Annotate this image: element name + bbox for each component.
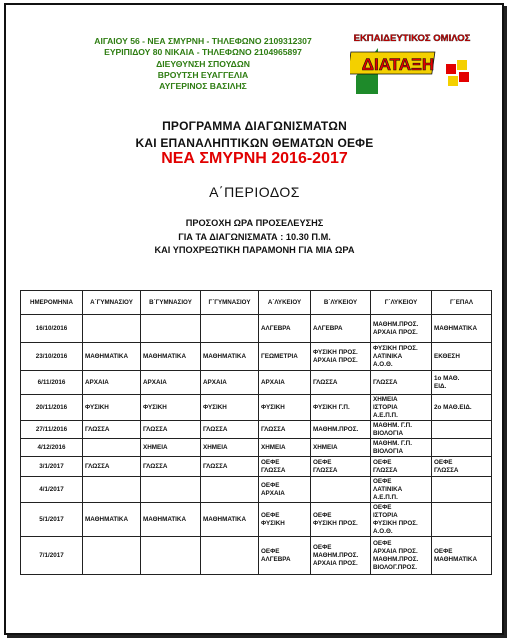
subject-cell: [201, 421, 259, 439]
cell-text-line: ΓΛΩΣΣΑ: [143, 425, 168, 433]
subject-cell: [371, 421, 432, 439]
subject-cell: [259, 343, 311, 371]
cell-text-line: ΟΕΦΕ: [261, 511, 280, 519]
cell-text-line: ΦΥΣΙΚΗ: [143, 403, 167, 411]
date-cell: [21, 503, 83, 537]
subject-cell: [83, 421, 141, 439]
subject-cell: [311, 457, 371, 477]
cell-text-line: ΙΣΤΟΡΙΑ: [373, 511, 398, 519]
subject-cell: [259, 421, 311, 439]
diataxi-logo: [350, 30, 475, 98]
title-line-1: ΠΡΟΓΡΑΜΜΑ ΔΙΑΓΩΝΙΣΜΑΤΩΝ: [162, 119, 347, 133]
cell-text-line: 4/1/2017: [39, 485, 64, 493]
column-header: ΗΜΕΡΟΜΗΝΙΑ: [21, 291, 83, 315]
subject-cell: [371, 343, 432, 371]
subject-cell: [311, 371, 371, 395]
table-row: [21, 439, 492, 457]
subject-cell: [201, 537, 259, 575]
date-cell: [21, 343, 83, 371]
date-cell: [21, 537, 83, 575]
subject-cell: [83, 537, 141, 575]
table-row: [21, 421, 492, 439]
cell-text-line: ΓΛΩΣΣΑ: [434, 466, 459, 474]
date-cell: [21, 439, 83, 457]
subject-cell: [371, 477, 432, 503]
exam-schedule-table: [20, 290, 492, 575]
cell-text-line: 4/12/2016: [37, 443, 66, 451]
subject-cell: [201, 371, 259, 395]
cell-text-line: ΓΛΩΣΣΑ: [373, 466, 398, 474]
subject-cell: [432, 395, 492, 421]
date-cell: [21, 457, 83, 477]
cell-text-line: ΑΡΧΑΙΑ: [85, 378, 109, 386]
cell-text-line: Α.Ε.Π.Π.: [373, 493, 398, 501]
date-cell: [21, 477, 83, 503]
notice-line-2: ΓΙΑ ΤΑ ΔΙΑΓΩΝΙΣΜΑΤΑ : 10.30 Π.Μ.: [178, 231, 331, 242]
cell-text-line: ΧΗΜΕΙΑ: [261, 443, 286, 451]
cell-text-line: 20/11/2016: [35, 403, 68, 411]
subject-cell: [141, 421, 201, 439]
subject-cell: [201, 395, 259, 421]
date-cell: [21, 395, 83, 421]
table-row: [21, 315, 492, 343]
subject-cell: [83, 371, 141, 395]
subject-cell: [201, 503, 259, 537]
cell-text-line: ΜΑΘΗΜΑΤΙΚΑ: [85, 352, 129, 360]
date-cell: [21, 371, 83, 395]
subject-cell: [83, 395, 141, 421]
contact-line: ΑΙΓΑΙΟΥ 56 - ΝΕΑ ΣΜΥΡΝΗ - ΤΗΛΕΦΩΝΟ 2109312307: [94, 36, 312, 46]
subject-cell: [83, 439, 141, 457]
subject-cell: [201, 477, 259, 503]
subject-cell: [83, 503, 141, 537]
cell-text-line: ΑΡΧΑΙΑ: [203, 378, 227, 386]
table-row: [21, 395, 492, 421]
subject-cell: [371, 315, 432, 343]
column-header: Γ΄ΛΥΚΕΙΟΥ: [371, 291, 432, 315]
subject-cell: [259, 395, 311, 421]
cell-text-line: ΑΡΧΑΙΑ: [261, 489, 285, 497]
subject-cell: [141, 439, 201, 457]
subject-cell: [259, 537, 311, 575]
column-header: Α΄ΛΥΚΕΙΟΥ: [259, 291, 311, 315]
cell-text-line: ΙΣΤΟΡΙΑ: [373, 403, 398, 411]
document-title: [0, 118, 509, 152]
subject-cell: [259, 439, 311, 457]
cell-text-line: ΜΑΘΗΜ.ΠΡΟΣ.: [373, 320, 419, 328]
cell-text-line: ΦΥΣΙΚΗ: [261, 519, 285, 527]
table-row: [21, 503, 492, 537]
cell-text-line: 7/1/2017: [39, 551, 64, 559]
cell-text-line: ΓΛΩΣΣΑ: [203, 462, 228, 470]
cell-text-line: ΟΕΦΕ: [434, 547, 453, 555]
cell-text-line: ΜΑΘΗΜΑΤΙΚΑ: [203, 352, 247, 360]
subject-cell: [432, 371, 492, 395]
cell-text-line: ΟΕΦΕ: [373, 503, 392, 511]
cell-text-line: ΑΡΧΑΙΑ ΠΡΟΣ.: [313, 559, 358, 567]
table-header-row: [21, 291, 492, 315]
cell-text-line: ΒΙΟΛΟΓΙΑ: [373, 447, 404, 455]
cell-text-line: ΟΕΦΕ: [434, 458, 453, 466]
subject-cell: [311, 343, 371, 371]
cell-text-line: ΓΛΩΣΣΑ: [313, 466, 338, 474]
cell-text-line: ΧΗΜΕΙΑ: [313, 443, 338, 451]
title-line-2: ΚΑΙ ΕΠΑΝΑΛΗΠΤΙΚΩΝ ΘΕΜΑΤΩΝ ΟΕΦΕ: [135, 136, 374, 150]
cell-text-line: ΧΗΜΕΙΑ: [203, 443, 228, 451]
subject-cell: [311, 421, 371, 439]
date-cell: [21, 315, 83, 343]
cell-text-line: ΕΙΔ.: [434, 382, 447, 390]
subject-cell: [141, 315, 201, 343]
cell-text-line: ΓΛΩΣΣΑ: [85, 462, 110, 470]
table-row: [21, 537, 492, 575]
cell-text-line: ΟΕΦΕ: [261, 547, 280, 555]
cell-text-line: ΜΑΘΗΜΑΤΙΚΑ: [434, 555, 478, 563]
column-header: Β΄ΓΥΜΝΑΣΙΟΥ: [141, 291, 201, 315]
subject-cell: [371, 395, 432, 421]
cell-text-line: Α.Ο.Θ.: [373, 360, 393, 368]
subject-cell: [201, 439, 259, 457]
cell-text-line: ΟΕΦΕ: [373, 458, 392, 466]
cell-text-line: ΟΕΦΕ: [373, 539, 392, 547]
table-row: [21, 343, 492, 371]
subject-cell: [259, 457, 311, 477]
cell-text-line: ΛΑΤΙΝΙΚΑ: [373, 485, 403, 493]
subject-cell: [432, 457, 492, 477]
cell-text-line: 2ο ΜΑΘ.ΕΙΔ.: [434, 403, 472, 411]
cell-text-line: ΜΑΘΗΜΑΤΙΚΑ: [434, 324, 478, 332]
cell-text-line: ΑΡΧΑΙΑ ΠΡΟΣ.: [313, 356, 358, 364]
cell-text-line: ΑΡΧΑΙΑ: [143, 378, 167, 386]
subject-cell: [432, 537, 492, 575]
notice-line-3: ΚΑΙ ΥΠΟΧΡΕΩΤΙΚΗ ΠΑΡΑΜΟΝΗ ΓΙΑ ΜΙΑ ΩΡΑ: [154, 245, 355, 256]
subject-cell: [141, 457, 201, 477]
subject-cell: [259, 315, 311, 343]
column-header: Α΄ΓΥΜΝΑΣΙΟΥ: [83, 291, 141, 315]
cell-text-line: ΒΙΟΛΟΓΙΑ: [373, 429, 404, 437]
contact-line: ΑΥΓΕΡΙΝΟΣ ΒΑΣΙΛΗΣ: [159, 81, 247, 92]
cell-text-line: ΧΗΜΕΙΑ: [373, 395, 398, 403]
cell-text-line: ΓΛΩΣΣΑ: [261, 466, 286, 474]
cell-text-line: ΦΥΣΙΚΗ ΠΡΟΣ.: [373, 344, 418, 352]
cell-text-line: ΑΛΓΕΒΡΑ: [261, 324, 291, 332]
subject-cell: [83, 315, 141, 343]
table-row: [21, 371, 492, 395]
contact-info: [58, 36, 348, 92]
cell-text-line: ΜΑΘΗΜ.ΠΡΟΣ.: [313, 551, 359, 559]
subject-cell: [371, 503, 432, 537]
cell-text-line: ΜΑΘΗΜ.ΠΡΟΣ.: [313, 425, 359, 433]
cell-text-line: ΟΕΦΕ: [261, 481, 280, 489]
subject-cell: [201, 457, 259, 477]
logo-square-red: [446, 64, 456, 74]
document-subtitle: ΝΕΑ ΣΜΥΡΝΗ 2016-2017: [161, 150, 348, 167]
arrival-notice: [0, 217, 509, 258]
subject-cell: [311, 395, 371, 421]
column-header: Β΄ΛΥΚΕΙΟΥ: [311, 291, 371, 315]
notice-line-1: ΠΡΟΣΟΧΗ ΩΡΑ ΠΡΟΣΕΛΕΥΣΗΣ: [185, 218, 324, 228]
subject-cell: [311, 315, 371, 343]
cell-text-line: 3/1/2017: [39, 462, 64, 470]
subject-cell: [141, 477, 201, 503]
subject-cell: [432, 503, 492, 537]
cell-text-line: ΓΛΩΣΣΑ: [261, 425, 286, 433]
subject-cell: [311, 477, 371, 503]
cell-text-line: ΓΕΩΜΕΤΡΙΑ: [261, 352, 298, 360]
cell-text-line: ΓΛΩΣΣΑ: [313, 378, 338, 386]
subject-cell: [311, 503, 371, 537]
cell-text-line: ΦΥΣΙΚΗ ΠΡΟΣ.: [373, 519, 418, 527]
subject-cell: [259, 371, 311, 395]
cell-text-line: ΓΛΩΣΣΑ: [373, 378, 398, 386]
cell-text-line: Α.Ε.Π.Π.: [373, 411, 398, 419]
cell-text-line: ΟΕΦΕ: [373, 477, 392, 485]
cell-text-line: ΑΡΧΑΙΑ ΠΡΟΣ.: [373, 328, 418, 336]
subject-cell: [311, 439, 371, 457]
subject-cell: [83, 477, 141, 503]
cell-text-line: ΜΑΘΗΜΑΤΙΚΑ: [85, 515, 129, 523]
cell-text-line: ΟΕΦΕ: [313, 458, 332, 466]
cell-text-line: ΦΥΣΙΚΗ: [261, 403, 285, 411]
cell-text-line: ΦΥΣΙΚΗ ΠΡΟΣ.: [313, 348, 358, 356]
column-header: Γ΄ΕΠΑΛ: [432, 291, 492, 315]
subject-cell: [371, 537, 432, 575]
cell-text-line: 1ο ΜΑΘ.: [434, 374, 460, 382]
subject-cell: [141, 371, 201, 395]
logo-square-yellow: [448, 76, 458, 86]
subject-cell: [141, 537, 201, 575]
cell-text-line: ΧΗΜΕΙΑ: [143, 443, 168, 451]
table-row: [21, 477, 492, 503]
subject-cell: [371, 371, 432, 395]
subject-cell: [201, 315, 259, 343]
cell-text-line: ΑΡΧΑΙΑ: [261, 378, 285, 386]
cell-text-line: ΦΥΣΙΚΗ: [85, 403, 109, 411]
cell-text-line: ΑΛΓΕΒΡΑ: [313, 324, 343, 332]
subject-cell: [259, 503, 311, 537]
cell-text-line: ΑΛΓΕΒΡΑ: [261, 555, 291, 563]
cell-text-line: ΜΑΘΗΜΑΤΙΚΑ: [143, 515, 187, 523]
logo-main-text: ΔΙΑΤΑΞΗ: [361, 55, 435, 74]
subject-cell: [141, 343, 201, 371]
subject-cell: [141, 395, 201, 421]
subject-cell: [432, 343, 492, 371]
date-cell: [21, 421, 83, 439]
cell-text-line: ΜΑΘΗΜ. Γ.Π.: [373, 421, 412, 429]
cell-text-line: ΜΑΘΗΜΑΤΙΚΑ: [143, 352, 187, 360]
cell-text-line: 6/11/2016: [37, 378, 66, 386]
contact-line: ΒΡΟΥΤΣΗ ΕΥΑΓΓΕΛΙΑ: [157, 69, 249, 80]
cell-text-line: ΕΚΘΕΣΗ: [434, 352, 460, 360]
subject-cell: [201, 343, 259, 371]
cell-text-line: ΦΥΣΙΚΗ Γ.Π.: [313, 403, 350, 411]
subject-cell: [432, 439, 492, 457]
logo-square-red: [459, 72, 469, 82]
subject-cell: [141, 503, 201, 537]
cell-text-line: ΜΑΘΗΜ. Γ.Π.: [373, 439, 412, 447]
cell-text-line: ΜΑΘΗΜΑΤΙΚΑ: [203, 515, 247, 523]
cell-text-line: ΦΥΣΙΚΗ ΠΡΟΣ.: [313, 519, 358, 527]
subject-cell: [432, 421, 492, 439]
subject-cell: [311, 537, 371, 575]
cell-text-line: ΟΕΦΕ: [313, 543, 332, 551]
cell-text-line: 5/1/2017: [39, 515, 64, 523]
cell-text-line: 16/10/2016: [35, 324, 68, 332]
logo-top-text: ΕΚΠΑΙΔΕΥΤΙΚΟΣ ΟΜΙΛΟΣ: [353, 33, 471, 44]
cell-text-line: ΓΛΩΣΣΑ: [203, 425, 228, 433]
table-row: [21, 457, 492, 477]
subject-cell: [371, 457, 432, 477]
logo-square-yellow: [457, 60, 467, 70]
subject-cell: [259, 477, 311, 503]
column-header: Γ΄ΓΥΜΝΑΣΙΟΥ: [201, 291, 259, 315]
contact-line: ΕΥΡΙΠΙΔΟΥ 80 ΝΙΚΑΙΑ - ΤΗΛΕΦΩΝΟ 2104965897: [104, 47, 302, 58]
subject-cell: [371, 439, 432, 457]
cell-text-line: ΜΑΘΗΜ.ΠΡΟΣ.: [373, 555, 419, 563]
cell-text-line: ΦΥΣΙΚΗ: [203, 403, 227, 411]
cell-text-line: Α.Ο.Θ.: [373, 527, 393, 535]
cell-text-line: ΟΕΦΕ: [261, 458, 280, 466]
subject-cell: [83, 457, 141, 477]
contact-line: ΔΙΕΥΘΥΝΣΗ ΣΠΟΥΔΩΝ: [156, 58, 250, 69]
cell-text-line: 23/10/2016: [35, 352, 68, 360]
subject-cell: [432, 315, 492, 343]
subject-cell: [83, 343, 141, 371]
cell-text-line: 27/11/2016: [35, 425, 68, 433]
cell-text-line: ΒΙΟΛΟΓ.ΠΡΟΣ.: [373, 563, 417, 571]
cell-text-line: ΑΡΧΑΙΑ ΠΡΟΣ.: [373, 547, 418, 555]
cell-text-line: ΓΛΩΣΣΑ: [143, 462, 168, 470]
period-heading: Α΄ΠΕΡΙΟΔΟΣ: [209, 184, 300, 200]
subject-cell: [432, 477, 492, 503]
cell-text-line: ΓΛΩΣΣΑ: [85, 425, 110, 433]
cell-text-line: ΛΑΤΙΝΙΚΑ: [373, 352, 403, 360]
cell-text-line: ΟΕΦΕ: [313, 511, 332, 519]
